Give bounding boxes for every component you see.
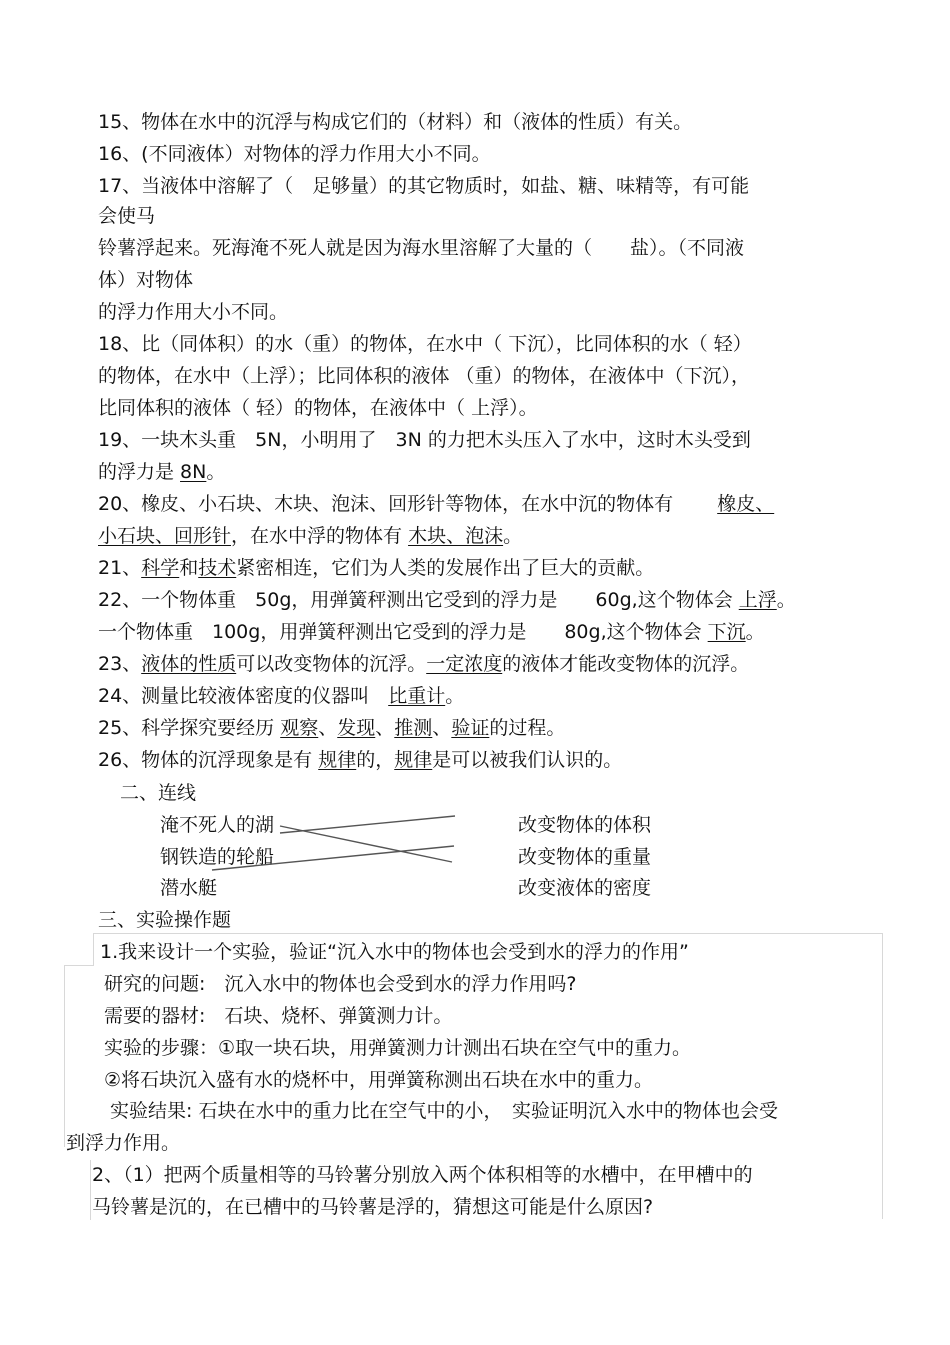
q20-line-2: 小石块、回形针，在水中浮的物体有 木块、泡沫。 [98,525,523,547]
step-2: ②将石块沉入盛有水的烧杯中，用弹簧称测出石块在水中的重力。 [104,1069,654,1091]
q16-line: 16、(不同液体）对物体的浮力作用大小不同。 [98,143,491,165]
q25-answer-3: 推测 [394,717,433,739]
q22-line-1: 22、一个物体重 50g，用弹簧秤测出它受到的浮力是 60g,这个物体会 上浮。 [98,589,796,611]
result-line-2: 到浮力作用。 [66,1132,181,1154]
match-right-3: 改变液体的密度 [518,877,652,899]
q19-line-1: 19、一块木头重 5N，小明用了 3N 的力把木头压入了水中，这时木头受到 [98,429,751,451]
q23-answer-1: 液体的性质 [141,653,237,675]
section-2-title: 二、连线 [120,782,197,804]
experiment-2-line-1: 2、（1）把两个质量相等的马铃薯分别放入两个体积相等的水槽中，在甲槽中的 [92,1164,753,1186]
q23-line: 23、液体的性质可以改变物体的沉浮。一定浓度的液体才能改变物体的沉浮。 [98,653,750,675]
q21-answer-2: 技术 [198,557,237,579]
q18-line-2: 的物体，在水中（上浮）；比同体积的液体 （重）的物体，在液体中（下沉）， [98,365,751,387]
q20-answer-2: 小石块、回形针 [98,525,232,547]
q25-answer-1: 观察 [280,717,319,739]
experiment-1-title: 1.我来设计一个实验，验证“沉入水中的物体也会受到水的浮力的作用” [100,941,689,963]
step-1: 实验的步骤：①取一块石块，用弹簧测力计测出石块在空气中的重力。 [104,1037,692,1059]
match-left-3: 潜水艇 [160,877,218,899]
q26-answer-2: 规律 [394,749,433,771]
section-3-title: 三、实验操作题 [98,909,232,931]
q25-line: 25、科学探究要经历 观察、发现、推测、验证的过程。 [98,717,566,739]
match-right-1: 改变物体的体积 [518,814,652,836]
result-line-1: 实验结果: 石块在水中的重力比在空气中的小， 实验证明沉入水中的物体也会受 [110,1100,778,1122]
q22-answer-2: 下沉 [707,621,746,643]
q18-line-1: 18、比（同体积）的水（重）的物体，在水中（ 下沉），比同体积的水（ 轻） [98,333,752,355]
q23-answer-2: 一定浓度 [426,653,503,675]
q22-line-2: 一个物体重 100g，用弹簧秤测出它受到的浮力是 80g,这个物体会 下沉。 [98,621,765,643]
q20-line-1: 20、橡皮、小石块、木块、泡沫、回形针等物体，在水中沉的物体有 橡皮、 [98,493,775,515]
q17-line-5: 的浮力作用大小不同。 [98,301,289,323]
experiment-2-line-2: 马铃薯是沉的，在已槽中的马铃薯是浮的，猜想这可能是什么原因? [92,1196,654,1218]
q19-answer: 8N [180,461,207,483]
match-line-b [280,816,455,833]
research-question: 研究的问题: 沉入水中的物体也会受到水的浮力作用吗? [104,973,577,995]
q21-answer-1: 科学 [141,557,180,579]
q20-answer-3: 木块、泡沫 [408,525,504,547]
q24-answer: 比重计 [388,685,446,707]
q20-answer-1: 橡皮、 [717,493,775,515]
q26-answer-1: 规律 [318,749,357,771]
q22-answer-1: 上浮 [738,589,777,611]
match-right-2: 改变物体的重量 [518,846,652,868]
match-line-a [280,826,452,862]
q15-line: 15、物体在水中的沉浮与构成它们的（材料）和（液体的性质）有关。 [98,111,693,133]
q26-line: 26、物体的沉浮现象是有 规律的，规律是可以被我们认识的。 [98,749,623,771]
materials: 需要的器材: 石块、烧杯、弹簧测力计。 [104,1005,453,1027]
q17-line-1: 17、当液体中溶解了（ 足够量）的其它物质时，如盐、糖、味精等，有可能 [98,175,750,197]
match-left-1: 淹不死人的湖 [160,814,275,836]
q17-line-4: 体）对物体 [98,269,194,291]
q24-line: 24、测量比较液体密度的仪器叫 比重计。 [98,685,465,707]
q18-line-3: 比同体积的液体（ 轻）的物体，在液体中（ 上浮）。 [98,397,538,419]
match-line-c [212,846,454,870]
q17-line-2: 会使马 [98,205,156,227]
q25-answer-4: 验证 [451,717,490,739]
q21-line: 21、科学和技术紧密相连，它们为人类的发展作出了巨大的贡献。 [98,557,655,579]
q19-line-2: 的浮力是 8N。 [98,461,226,483]
match-left-2: 钢铁造的轮船 [160,846,275,868]
q17-line-3: 铃薯浮起来。死海淹不死人就是因为海水里溶解了大量的（ 盐）。（不同液 [98,237,745,259]
q25-answer-2: 发现 [337,717,376,739]
